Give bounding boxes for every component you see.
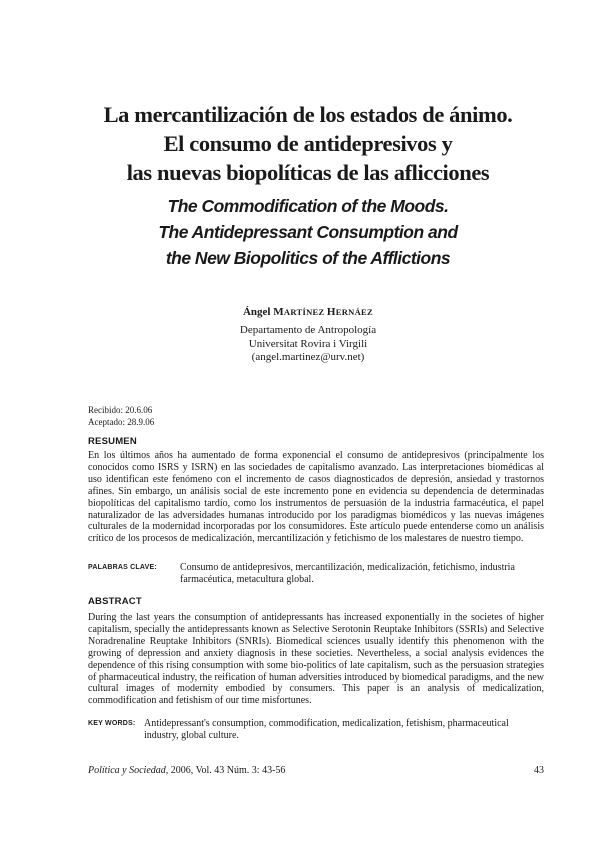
author-first-name: Ángel <box>242 306 271 318</box>
resumen-keywords <box>88 561 544 586</box>
title-es-line-3: las nuevas biopolíticas de las aflicciones <box>126 160 490 185</box>
title-en-line-3: the New Biopolitics of the Afflictions <box>165 248 451 268</box>
abstract-heading: ABSTRACT <box>88 596 142 607</box>
abstract-keywords-text: Antidepressant's consumption, commodification, medicalization, fetishism, pharmaceutical industry, global culture. <box>144 717 509 741</box>
journal-name: Política y Sociedad, <box>88 765 169 776</box>
accepted-date: Aceptado: 28.9.06 <box>88 417 155 427</box>
submission-dates <box>88 404 154 428</box>
resumen-heading: RESUMEN <box>88 436 137 447</box>
title-en-line-1: The Commodification of the Moods. <box>167 196 449 216</box>
resumen-keywords-text: Consumo de antidepresivos, mercantilización, medicalización, fetichismo, industria farmacéutica, metacultura global. <box>180 561 515 585</box>
author-affiliation <box>0 323 616 351</box>
page-footer <box>88 765 544 776</box>
received-date: Recibido: 20.6.06 <box>88 405 153 415</box>
article-title <box>40 100 576 271</box>
page-number: 43 <box>534 765 544 776</box>
author-email: (angel.martinez@urv.net) <box>251 351 365 363</box>
author-last-name: MARTÍNEZ HERNÁEZ <box>273 306 373 318</box>
title-es-line-2: El consumo de antidepresivos y <box>163 131 453 156</box>
affiliation-university: Universitat Rovira i Virgili <box>248 338 368 350</box>
journal-citation: 2006, Vol. 43 Núm. 3: 43-56 <box>170 765 286 776</box>
affiliation-department: Departamento de Antropología <box>239 324 377 336</box>
title-es-line-1: La mercantilización de los estados de ánimo. <box>103 102 513 127</box>
resumen-keywords-label: PALABRAS CLAVE: <box>88 564 157 571</box>
title-en-line-2: The Antidepressant Consumption and <box>158 222 458 242</box>
title-english <box>40 193 576 271</box>
title-spanish <box>40 100 576 187</box>
abstract-keywords <box>88 717 544 742</box>
abstract-keywords-label: KEY WORDS: <box>88 720 136 727</box>
resumen-text: En los últimos años ha aumentado de forma exponencial el consumo de antidepresivos (principalmente los conocidos como ISRS y ISRN) en las sociedades de capitalismo avanzado. Las interpretaciones biomédicas al uso identifican este fenómeno con el incremento de casos diagnosticados de depresión, ansiedad y trastornos afines. Sin embargo, un análisis social de este incremento pone en evidencia su dependencia de determinadas biopolíticas del capitalismo tardío, como los instrumentos de persuasión de la industria farmacéutica, el papel naturalizador de las adversidades humanas introducido por los paradigmas biomédicos y las nuevas imágenes culturales de la modernidad incorporadas por los consumidores. Este artículo puede entenderse como un análisis crítico de los procesos de medicalización, mercantilización y fetichismo de los malestares de nuestro tiempo. <box>88 450 544 545</box>
author-name <box>0 306 616 318</box>
abstract-text: During the last years the consumption of antidepressants has increased exponentially in the societes of higher capitalism, specially the antidepressants known as Selective Serotonin Reuptake Inhibitors (SSRIs) and Selective Noradrenaline Reuptake Inhibitors (SNRIs). Biomedical sciences usually identify this phenomenon with the growing of depression and anxiety diagnosis in these societies. Nevertheless, a social analysis evidences the dependence of this rising consumption with some bio-politics of late capitalism, such as the persuasion strategies of pharmaceutical industry, the reification of human adversities introduced by biomedical paradigms, and the new cultural images of modernity embodied by consumers. This paper is an analysis of medicalization, commodification and fetishism of our time misfortunes. <box>88 612 544 707</box>
